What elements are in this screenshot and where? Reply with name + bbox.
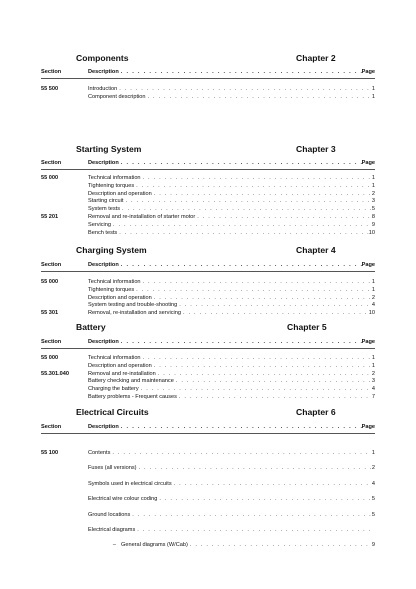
- chapter-number: Chapter 4: [296, 245, 336, 255]
- description-column-header: [88, 262, 375, 268]
- entry-title: Description and operation: [88, 362, 152, 369]
- dot-leader: [117, 230, 369, 236]
- entry-title: Battery checking and maintenance: [88, 378, 174, 385]
- section-column-header: Section: [41, 424, 62, 430]
- toc-entry[interactable]: [41, 279, 375, 286]
- description-label: Description: [88, 424, 119, 430]
- entry-page-number: 1: [371, 94, 375, 101]
- dot-leader: [119, 424, 362, 430]
- entry-title: Removal and re-installation: [88, 370, 156, 377]
- entry-title: General diagrams (W/Cab): [121, 542, 188, 549]
- entry-page-number: 2: [371, 465, 375, 472]
- entry-title: Electrical wire colour coding: [88, 496, 158, 503]
- page-label: Page: [361, 262, 375, 268]
- dot-leader: [172, 481, 371, 487]
- dot-leader: [141, 355, 371, 361]
- dot-leader: [120, 206, 371, 212]
- description-label: Description: [88, 160, 119, 166]
- entry-title: Technical information: [88, 175, 141, 181]
- dot-leader: [141, 279, 371, 285]
- toc-entry[interactable]: [41, 394, 375, 401]
- toc-entry[interactable]: [41, 287, 375, 294]
- section-code: 55 500: [41, 86, 59, 92]
- description-column-header: [88, 69, 375, 75]
- chapter-heading-title: Charging System: [76, 245, 147, 255]
- chapter-number: Chapter 3: [296, 144, 336, 154]
- section-column-header: Section: [41, 339, 62, 345]
- toc-entry[interactable]: [41, 527, 375, 535]
- section-column-header: Section: [41, 160, 62, 166]
- entry-title: Tightening torques: [88, 286, 135, 293]
- dot-leader: [119, 69, 362, 75]
- toc-entry[interactable]: [41, 450, 375, 458]
- chapter-heading-title: Starting System: [76, 144, 142, 154]
- dot-leader: [135, 527, 371, 533]
- section-code: 55 301: [41, 310, 59, 317]
- entry-page-number: 3: [371, 198, 375, 205]
- dot-leader: [123, 198, 371, 204]
- entry-title: Servicing: [88, 221, 112, 228]
- entry-title: Description and operation: [88, 190, 152, 197]
- dot-leader: [134, 183, 371, 189]
- description-column-header: [88, 424, 375, 430]
- entry-page-number: 5: [371, 206, 375, 213]
- toc-entry[interactable]: [41, 355, 375, 362]
- page-label: Page: [361, 424, 375, 430]
- section-column-header: Section: [41, 262, 62, 268]
- toc-entry[interactable]: [41, 496, 375, 504]
- dot-leader: [110, 450, 371, 456]
- description-column-header: [88, 160, 375, 166]
- entry-page-number: 1: [371, 286, 375, 293]
- entry-page-number: 8: [371, 214, 375, 220]
- entry-title: Contents: [88, 450, 111, 456]
- toc-entry[interactable]: [41, 302, 375, 309]
- header-rule: [41, 348, 375, 349]
- dot-leader: [157, 496, 371, 502]
- header-rule: [41, 271, 375, 272]
- toc-entry[interactable]: [41, 191, 375, 198]
- entry-page-number: 4: [371, 386, 375, 393]
- dot-leader: [111, 222, 371, 228]
- dot-leader: [174, 378, 371, 384]
- entry-page-number: 10: [368, 229, 375, 236]
- description-label: Description: [88, 339, 119, 345]
- toc-entry[interactable]: [41, 465, 375, 473]
- dot-leader: [188, 542, 371, 548]
- dot-leader: [146, 94, 371, 100]
- toc-entry[interactable]: [41, 214, 375, 221]
- toc-entry[interactable]: [41, 378, 375, 385]
- entry-title: Technical information: [88, 279, 141, 285]
- toc-entry[interactable]: [41, 386, 375, 393]
- entry-page-number: 9: [371, 221, 375, 228]
- toc-entry[interactable]: [41, 542, 375, 550]
- dot-leader: [152, 191, 371, 197]
- entry-title: Removal, re-installation and servicing: [88, 310, 181, 317]
- toc-entry[interactable]: [41, 86, 375, 93]
- entry-page-number: 1: [371, 362, 375, 369]
- toc-entry[interactable]: [41, 222, 375, 229]
- entry-title: Symbols used in electrical circuits: [88, 480, 172, 487]
- description-label: Description: [88, 69, 119, 75]
- entry-page-number: 1: [371, 86, 375, 92]
- entry-page-number: 3: [371, 378, 375, 385]
- page-label: Page: [361, 339, 375, 345]
- dot-leader: [181, 310, 369, 316]
- dot-leader: [195, 214, 371, 220]
- section-code: 55 000: [41, 355, 59, 361]
- section-code: 55 000: [41, 175, 59, 181]
- dot-leader: [177, 394, 371, 400]
- dot-leader: [119, 160, 362, 166]
- toc-entry[interactable]: [41, 481, 375, 489]
- toc-entry[interactable]: [41, 175, 375, 182]
- chapter-heading-title: Battery: [76, 322, 106, 332]
- toc-entry[interactable]: [41, 230, 375, 237]
- chapter-number: Chapter 5: [287, 322, 327, 332]
- entry-title: Technical information: [88, 355, 141, 361]
- entry-title: Starting circuit: [88, 198, 124, 205]
- entry-title: Battery problems - Frequent causes: [88, 394, 177, 400]
- section-code: 55 201: [41, 214, 59, 220]
- toc-entry[interactable]: [41, 371, 375, 378]
- entry-page-number: 1: [371, 450, 375, 456]
- section-code: 55.301.040: [41, 370, 69, 377]
- entry-page-number: 4: [371, 302, 375, 309]
- page-label: Page: [361, 160, 375, 166]
- entry-title: Ground locations: [88, 511, 131, 518]
- dot-leader: [152, 363, 371, 369]
- entry-prefix: –: [112, 542, 116, 549]
- description-label: Description: [88, 262, 119, 268]
- entry-title: Description and operation: [88, 294, 152, 301]
- page-label: Page: [361, 69, 375, 75]
- dot-leader: [141, 175, 371, 181]
- entry-page-number: 10: [368, 310, 375, 317]
- chapter-heading-title: Electrical Circuits: [76, 407, 149, 417]
- toc-entry[interactable]: [41, 94, 375, 101]
- toc-entry[interactable]: [41, 363, 375, 370]
- entry-page-number: 1: [371, 182, 375, 189]
- entry-page-number: 2: [371, 370, 375, 377]
- entry-page-number: 5: [371, 496, 375, 503]
- dot-leader: [152, 295, 371, 301]
- entry-title: Electrical diagrams: [88, 527, 136, 533]
- dot-leader: [177, 302, 371, 308]
- header-rule: [41, 169, 375, 170]
- dot-leader: [119, 262, 362, 268]
- entry-title: Removal and re-installation of starter motor: [88, 214, 196, 220]
- toc-entry[interactable]: [41, 206, 375, 213]
- dot-leader: [156, 371, 371, 377]
- toc-entry[interactable]: [41, 512, 375, 520]
- dot-leader: [130, 512, 371, 518]
- entry-title: Bench tests: [88, 229, 118, 236]
- dot-leader: [117, 86, 371, 92]
- entry-page-number: 2: [371, 294, 375, 301]
- toc-entry[interactable]: [41, 198, 375, 205]
- toc-entry[interactable]: [41, 183, 375, 190]
- entry-title: Fuses (all versions): [88, 465, 137, 472]
- entry-page-number: 5: [371, 511, 375, 518]
- toc-entry[interactable]: [41, 310, 375, 317]
- header-rule: [41, 433, 375, 434]
- dot-leader: [137, 465, 372, 471]
- toc-entry[interactable]: [41, 295, 375, 302]
- entry-page-number: 1: [371, 175, 375, 181]
- entry-page-number: 2: [371, 190, 375, 197]
- header-rule: [41, 78, 375, 79]
- section-code: 55 000: [41, 279, 59, 285]
- entry-title: Charging the battery: [88, 386, 139, 393]
- entry-page-number: 1: [371, 355, 375, 361]
- description-column-header: [88, 339, 375, 345]
- dot-leader: [134, 287, 371, 293]
- chapter-number: Chapter 2: [296, 53, 336, 63]
- chapter-heading-title: Components: [76, 53, 129, 63]
- section-code: 55 100: [41, 450, 59, 456]
- dot-leader: [119, 339, 362, 345]
- chapter-number: Chapter 6: [296, 407, 336, 417]
- section-column-header: Section: [41, 69, 62, 75]
- entry-title: Tightening torques: [88, 182, 135, 189]
- entry-title: Component description: [88, 94, 146, 101]
- entry-title: System tests: [88, 206, 121, 213]
- entry-page-number: 4: [371, 480, 375, 487]
- dot-leader: [139, 386, 371, 392]
- entry-page-number: 9: [371, 542, 375, 549]
- entry-title: System testing and trouble-shooting: [88, 302, 178, 309]
- entry-page-number: 1: [371, 279, 375, 285]
- entry-page-number: 7: [371, 394, 375, 400]
- entry-title: Introduction: [88, 86, 118, 92]
